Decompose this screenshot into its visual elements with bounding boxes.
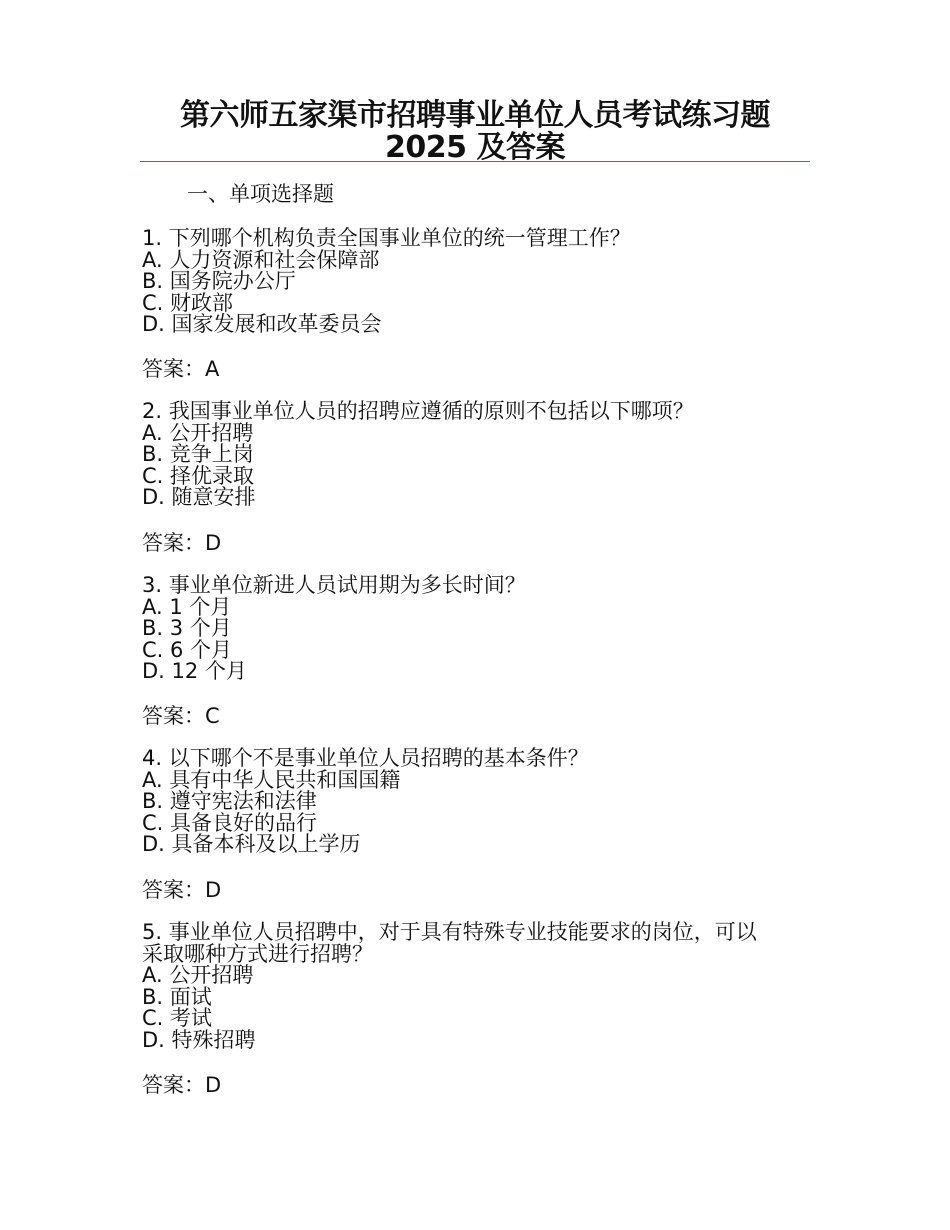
- title-underline: [140, 161, 810, 162]
- question-2: [142, 401, 782, 509]
- option-c: C. 考试: [142, 1006, 213, 1030]
- option-a: A. 人力资源和社会保障部: [142, 247, 380, 272]
- answer-2: 答案：D: [142, 531, 222, 555]
- question-stem: 3. 事业单位新进人员试用期为多长时间？: [142, 573, 526, 597]
- option-a: A. 公开招聘: [142, 420, 254, 445]
- option-b: B. 竞争上岗: [142, 442, 254, 466]
- option-c: C. 择优录取: [142, 463, 255, 488]
- option-d: D. 12 个月: [142, 659, 247, 683]
- option-c: C. 财政部: [142, 290, 234, 315]
- option-b: B. 国务院办公厅: [142, 269, 296, 293]
- option-a: A. 1 个月: [142, 594, 232, 619]
- option-d: D. 具备本科及以上学历: [142, 832, 361, 856]
- option-c: C. 具备良好的品行: [142, 810, 318, 835]
- question-stem: 5. 事业单位人员招聘中，对于具有特殊专业技能要求的岗位，可以采取哪种方式进行招聘？: [142, 920, 757, 966]
- answer-1: 答案：A: [142, 357, 220, 381]
- option-b: B. 面试: [142, 984, 212, 1009]
- document-title: 第六师五家渠市招聘事业单位人员考试练习题 2025 及答案: [180, 98, 770, 165]
- section-heading: 一、单项选择题: [187, 182, 334, 206]
- option-d: D. 随意安排: [142, 485, 256, 509]
- option-b: B. 遵守宪法和法律: [142, 789, 317, 813]
- option-b: B. 3 个月: [142, 616, 232, 640]
- question-5: [142, 922, 767, 1051]
- option-a: A. 公开招聘: [142, 963, 254, 987]
- answer-4: 答案：D: [142, 878, 222, 902]
- option-d: D. 特殊招聘: [142, 1027, 256, 1052]
- option-d: D. 国家发展和改革委员会: [142, 312, 382, 336]
- option-c: C. 6 个月: [142, 637, 233, 662]
- question-stem: 1. 下列哪个机构负责全国事业单位的统一管理工作？: [142, 226, 631, 250]
- question-stem: 2. 我国事业单位人员的招聘应遵循的原则不包括以下哪项？: [142, 399, 694, 423]
- answer-5: 答案：D: [142, 1073, 222, 1097]
- option-a: A. 具有中华人民共和国国籍: [142, 767, 401, 792]
- answer-3: 答案：C: [142, 704, 220, 728]
- question-stem: 4. 以下哪个不是事业单位人员招聘的基本条件？: [142, 746, 589, 770]
- question-4: [142, 748, 782, 856]
- question-3: [142, 575, 782, 683]
- question-1: [142, 228, 782, 336]
